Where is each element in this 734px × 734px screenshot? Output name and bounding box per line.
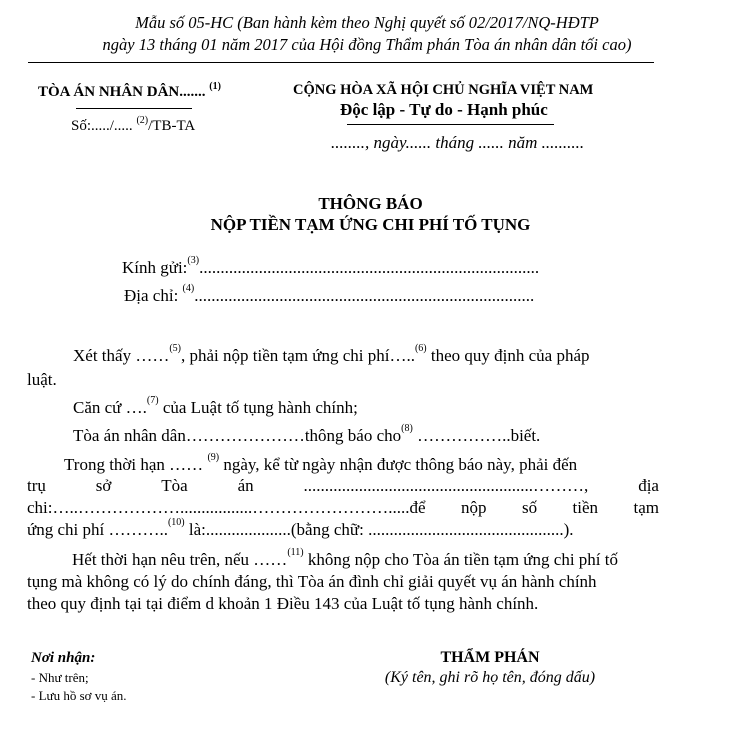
para-5-line-2: tụng mà không có lý do chính đáng, thì Tòa án đình chỉ giải quyết vụ án hành chính <box>27 572 597 591</box>
court-name: TÒA ÁN NHÂN DÂN....... $^{(1)}$ <box>38 81 221 100</box>
para-5-line-3: theo quy định tại tại điểm d khoản 1 Điều 143 của Luật tố tụng hành chính. <box>27 594 539 613</box>
doc-title-line-1: THÔNG BÁO <box>318 194 423 213</box>
para-3: Tòa án nhân dân…………………thông báo cho$^{(8)}$ ……………..biết. <box>73 423 541 445</box>
court-number: Số:...../..... $^{(2)}$/TB-TA <box>71 115 196 134</box>
court-underline <box>76 108 192 109</box>
doc-title-line-2: NỘP TIỀN TẠM ỨNG CHI PHÍ TỐ TỤNG <box>210 215 531 234</box>
signer-note: (Ký tên, ghi rõ họ tên, đóng dấu) <box>384 669 596 686</box>
note-7: (7) <box>146 395 159 406</box>
note-11: (11) <box>287 547 304 558</box>
kinh-gui-line: Kính gửi:$^{(3)}$................................................................................ <box>122 255 540 277</box>
motto-underline <box>347 124 554 125</box>
note-8: (8) <box>401 423 413 434</box>
signer-title: THẨM PHÁN <box>440 649 540 666</box>
note-6: (6) <box>414 343 427 354</box>
national-title: CỘNG HÒA XÃ HỘI CHỦ NGHĨA VIỆT NAM <box>293 82 594 98</box>
dia-chi-line: Địa chỉ: $^{(4)}$................................................................................ <box>124 283 535 305</box>
para-5-line-1: Hết thời hạn nêu trên, nếu ……$^{(11)}$ không nộp cho Tòa án tiền tạm ứng chi phí tố <box>72 547 618 569</box>
para-4-line-3: chi:…..……………….................…………………….....để nộp số tiền tạm <box>27 498 659 517</box>
national-motto: Độc lập - Tự do - Hạnh phúc <box>340 100 548 119</box>
form-note-line-2: ngày 13 tháng 01 năm 2017 của Hội đồng Thẩm phán Tòa án nhân dân tối cao) <box>102 35 632 54</box>
form-note-line-1: Mẫu số 05-HC (Ban hành kèm theo Nghị quyết số 02/2017/NQ-HĐTP <box>135 13 599 32</box>
header-rule <box>28 62 654 63</box>
para-4-line-1: Trong thời hạn …… $^{(9)}$ ngày, kể từ ngày nhận được thông báo này, phải đến <box>64 452 578 474</box>
para-1-line-2: luật. <box>27 370 57 389</box>
para-1-line-1: Xét thấy ……$^{(5)}$, phải nộp tiền tạm ứng chi phí…..$^{(6)}$ theo quy định của pháp <box>73 343 590 365</box>
kinh-gui-field[interactable]: ................................................................................ <box>199 258 540 277</box>
dia-chi-field[interactable]: ................................................................................ <box>194 286 535 305</box>
para-4-line-2: trụ sở Tòa án ......................................................………, địa <box>27 476 659 495</box>
note-10: (10) <box>167 517 185 528</box>
para-4-line-4: ứng chi phí ………..$^{(10)}$ là:....................(bằng chữ: ..............................................). <box>27 517 574 539</box>
date-line: ........, ngày...... tháng ...... năm .......... <box>331 133 585 152</box>
note-2: (2) <box>136 115 149 126</box>
note-1: (1) <box>209 81 221 92</box>
note-4: (4) <box>182 283 195 294</box>
para-2: Căn cứ ….$^{(7)}$ của Luật tố tụng hành chính; <box>73 395 358 417</box>
noi-nhan-label: Nơi nhận: <box>31 650 96 666</box>
noi-nhan-item-1: - Như trên; <box>31 670 89 685</box>
note-9: (9) <box>207 452 220 463</box>
note-3: (3) <box>187 255 200 266</box>
noi-nhan-item-2: - Lưu hồ sơ vụ án. <box>31 688 127 703</box>
note-5: (5) <box>169 343 181 354</box>
